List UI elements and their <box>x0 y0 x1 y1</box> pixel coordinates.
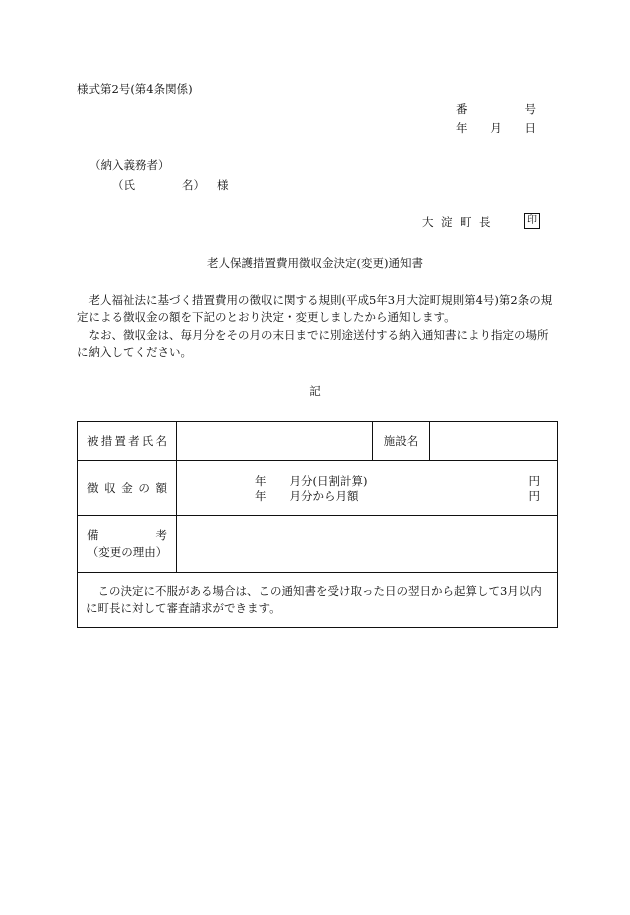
payer-heading: （納入義務者） <box>89 158 170 172</box>
label-char: 者 <box>128 434 140 448</box>
table-row <box>78 461 558 516</box>
number-label: 番 <box>456 102 468 116</box>
facility-label-cell: 施設名 <box>373 422 430 461</box>
ki-heading: 記 <box>309 384 321 398</box>
table-row <box>78 516 558 573</box>
issuer-char: 長 <box>479 215 491 229</box>
yen-unit: 円 <box>528 489 540 503</box>
label-char: 名 <box>155 434 167 448</box>
appeal-notice: この決定に不服がある場合は、この通知書を受け取った日の翌日から起算して3月以内に町長に対して審査請求ができます。 <box>78 573 558 628</box>
label-char: 徴 <box>87 481 99 495</box>
table-row <box>78 573 558 628</box>
issuer-mayor <box>422 217 498 229</box>
year-label: 年 <box>456 121 468 135</box>
detail-table <box>77 421 558 628</box>
number-suffix: 号 <box>524 102 536 116</box>
facility-value-cell[interactable] <box>430 422 558 461</box>
subject-name-value-cell[interactable] <box>177 422 373 461</box>
body-paragraph-2 <box>77 327 555 361</box>
label-char: 被 <box>87 434 99 448</box>
month-label: 月 <box>490 121 502 135</box>
document-number-line <box>456 104 536 116</box>
body-paragraph-1-text: 老人福祉法に基づく措置費用の徴収に関する規則(平成5年3月大淀町規則第4号)第2条の規定による徴収金の額を下記のとおり決定・変更しましたから通知します。 <box>77 293 553 324</box>
honorific: 様 <box>217 178 229 192</box>
monthly-amount-period: 年 月分から月額 <box>255 489 359 503</box>
remarks-label-cell <box>78 516 177 573</box>
label-char: 備 <box>87 528 99 542</box>
amount-value-cell[interactable] <box>177 461 558 516</box>
daily-amount-period: 年 月分(日割計算) <box>255 474 368 488</box>
label-char: 置 <box>114 434 126 448</box>
label-char: 考 <box>155 528 167 542</box>
amount-label-cell <box>78 461 177 516</box>
label-char: 収 <box>104 481 116 495</box>
issuer-char: 町 <box>460 215 472 229</box>
label-char: 氏 <box>141 434 154 448</box>
remarks-sublabel: （変更の理由） <box>86 545 168 559</box>
label-char: 金 <box>121 481 133 495</box>
subject-name-label-cell <box>78 422 177 461</box>
daily-amount-line <box>177 474 557 488</box>
seal-stamp-box: 印 <box>524 213 540 229</box>
issuer-char: 淀 <box>441 215 453 229</box>
day-label: 日 <box>524 121 536 135</box>
table-row <box>78 422 558 461</box>
remarks-value-cell[interactable] <box>177 516 558 573</box>
monthly-amount-line <box>177 489 557 503</box>
body-paragraph-2-text: なお、徴収金は、毎月分をその月の末日までに別途送付する納入通知書により指定の場所に納入してください。 <box>77 328 549 359</box>
name-open-label: （氏 <box>112 178 135 192</box>
name-close-label: 名） <box>182 178 205 192</box>
label-char: 措 <box>100 434 113 448</box>
issue-date-line <box>456 123 536 135</box>
issuer-char: 大 <box>422 215 434 229</box>
label-char: 額 <box>155 481 167 495</box>
form-number: 様式第2号(第4条関係) <box>77 82 193 96</box>
label-char: の <box>138 481 150 495</box>
document-title: 老人保護措置費用徴収金決定(変更)通知書 <box>207 256 423 270</box>
body-paragraph-1 <box>77 292 555 326</box>
yen-unit: 円 <box>528 474 540 488</box>
payer-name-line <box>112 180 229 192</box>
